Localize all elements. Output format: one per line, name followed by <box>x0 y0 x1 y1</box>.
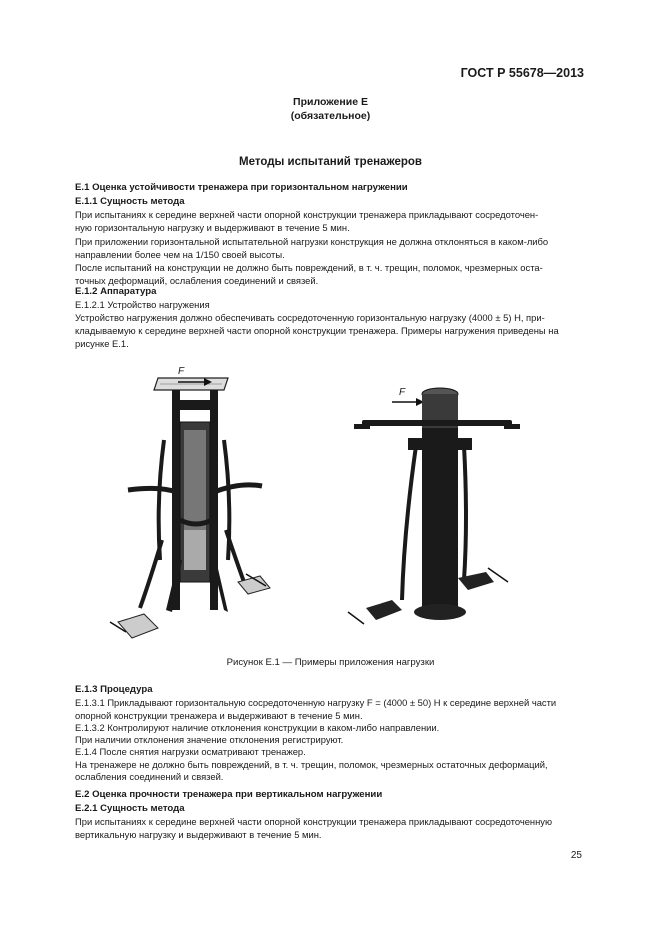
paragraph-line: рисунке Е.1. <box>75 338 129 349</box>
paragraph-line: направлении более чем на 1/150 своей высоты. <box>75 249 285 260</box>
paragraph-line: При приложении горизонтальной испытательной нагрузки конструкция не должна отклоняться в каком-либо <box>75 236 549 247</box>
paragraph-line: опорной конструкции тренажера и выдерживают в течение 5 мин. <box>75 710 363 721</box>
section-e2-heading: Е.2 Оценка прочности тренажера при вертикальном нагружении <box>75 789 383 800</box>
paragraph-line: Е.1.4 После снятия нагрузки осматривают тренажер. <box>75 746 306 757</box>
section-e13-heading: Е.1.3 Процедура <box>75 684 153 695</box>
document-code: ГОСТ Р 55678—2013 <box>460 66 584 80</box>
paragraph-line: Устройство нагружения должно обеспечивать сосредоточенную горизонтальную нагрузку (4000 ± 5) Н, при- <box>75 312 545 323</box>
force-label-right: F <box>399 387 406 398</box>
section-e1-heading: Е.1 Оценка устойчивости тренажера при горизонтальном нагружении <box>75 182 408 193</box>
paragraph-line: На тренажере не должно быть повреждений, в т. ч. трещин, поломок, чрезмерных остаточных деформаций, <box>75 759 548 770</box>
page-number: 25 <box>570 850 582 861</box>
annex-status: (обязательное) <box>290 110 371 122</box>
section-e12-heading: Е.1.2 Аппаратура <box>75 286 157 297</box>
paragraph-line: ослабления соединений и связей. <box>75 771 224 782</box>
paragraph-line: вертикальную нагрузку и выдерживают в течение 5 мин. <box>75 829 322 840</box>
paragraph-line: ную горизонтальную нагрузку и выдерживают в течение 5 мин. <box>75 222 350 233</box>
paragraph-line: При испытаниях к середине верхней части опорной конструкции тренажера прикладывают сосредоточен- <box>75 209 539 220</box>
page-title: Методы испытаний тренажеров <box>239 156 422 168</box>
force-label-left: F <box>178 366 185 377</box>
paragraph-line: При наличии отклонения значение отклонения регистрируют. <box>75 734 344 745</box>
paragraph-line: Е.1.3.1 Прикладывают горизонтальную сосредоточенную нагрузку F = (4000 ± 50) Н к середине верхней части <box>75 697 557 708</box>
figure-caption: Рисунок Е.1 — Примеры приложения нагрузки <box>226 657 435 668</box>
section-e21-heading: Е.2.1 Сущность метода <box>75 803 185 814</box>
figure-left-trainer <box>100 360 280 650</box>
paragraph-line: После испытаний на конструкции не должно быть повреждений, в т. ч. трещин, поломок, чрезмерных оста- <box>75 262 543 273</box>
paragraph-line: кладываемую к середине верхней части опорной конструкции тренажера. Примеры нагружения приведены на <box>75 325 559 336</box>
paragraph-line: Е.1.2.1 Устройство нагружения <box>75 299 210 310</box>
paragraph-line: Е.1.3.2 Контролируют наличие отклонения конструкции в каком-либо направлении. <box>75 722 440 733</box>
annex-heading <box>0 95 661 123</box>
section-e11-heading: Е.1.1 Сущность метода <box>75 196 185 207</box>
paragraph-line: При испытаниях к середине верхней части опорной конструкции тренажера прикладывают сосредоточенную <box>75 816 552 827</box>
annex-title: Приложение Е <box>293 96 368 108</box>
paragraph-line: точных деформаций, ослабления соединений и связей. <box>75 275 319 286</box>
figure-right-trainer <box>340 380 530 640</box>
